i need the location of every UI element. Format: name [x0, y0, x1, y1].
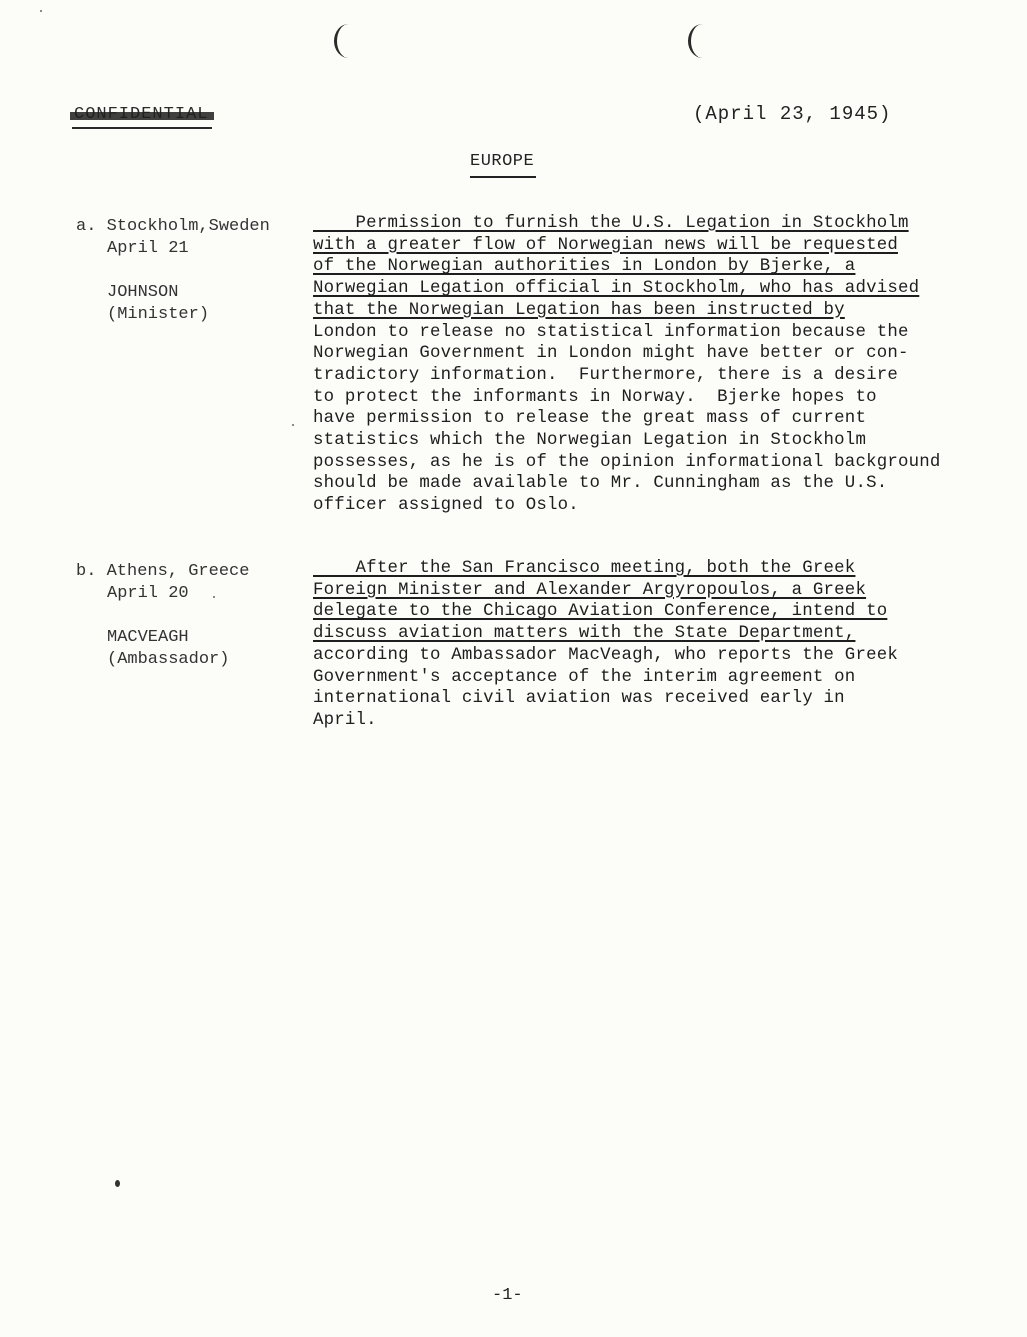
entry-a-spacer	[76, 260, 270, 282]
entry-a-line-13: should be made available to Mr. Cunningham as the U.S.	[313, 474, 888, 494]
entry-a-line-7: Norwegian Government in London might have better or con-	[313, 344, 909, 364]
entry-a-line-14: officer assigned to Oslo.	[313, 496, 579, 516]
entry-a-line-12: possesses, as he is of the opinion informational background	[313, 452, 941, 472]
entry-b-name: MACVEAGH	[107, 628, 189, 647]
entry-a-body	[313, 213, 953, 517]
entry-a-line-3: of the Norwegian authorities in London by Bjerke, a	[313, 257, 856, 277]
page-number: -1-	[492, 1286, 523, 1305]
entry-a-line-1: Permission to furnish the U.S. Legation in Stockholm	[313, 214, 909, 233]
entry-a-line-9: to protect the informants in Norway. Bjerke hopes to	[313, 387, 877, 407]
paper-speck	[40, 10, 42, 12]
entry-a-marker: a.	[76, 217, 97, 236]
entry-b-line-1: After the San Francisco meeting, both the Greek	[313, 559, 856, 578]
entry-b-line-7: international civil aviation was received early in	[313, 689, 845, 709]
entry-a-title: (Minister)	[107, 305, 210, 324]
paper-speck	[213, 596, 215, 598]
stamp-underline	[72, 127, 212, 129]
confidential-stamp	[74, 105, 208, 124]
punch-hole-right	[688, 24, 717, 58]
entry-a-line-5: that the Norwegian Legation has been instructed by	[313, 300, 845, 320]
ink-mark	[115, 1180, 120, 1187]
entry-a-line-4: Norwegian Legation official in Stockholm, who has advised	[313, 279, 920, 299]
entry-a-line-6: London to release no statistical information because the	[313, 322, 909, 342]
entry-b-location-line	[76, 561, 249, 583]
punch-hole-left	[334, 24, 363, 58]
entry-b-location: Athens, Greece	[106, 562, 250, 581]
entry-b-line-3: delegate to the Chicago Aviation Conference, intend to	[313, 602, 888, 622]
entry-a-line-2: with a greater flow of Norwegian news will be requested	[313, 235, 898, 255]
entry-a-name: JOHNSON	[107, 283, 179, 302]
entry-a-line-10: have permission to release the great mass of current	[313, 409, 867, 429]
entry-b-spacer	[76, 605, 249, 627]
entry-b-marker: b.	[76, 562, 97, 581]
entry-b-line-8: April.	[313, 710, 377, 730]
entry-a-location: Stockholm,Sweden	[106, 217, 270, 236]
entry-b-title: (Ambassador)	[107, 650, 230, 669]
entry-b-line-5: according to Ambassador MacVeagh, who reports the Greek	[313, 645, 898, 665]
entry-b-body	[313, 558, 953, 732]
entry-a-label	[76, 216, 270, 326]
section-title: EUROPE	[470, 152, 535, 171]
document-date: (April 23, 1945)	[693, 103, 892, 125]
entry-b-line-4: discuss aviation matters with the State Department,	[313, 624, 856, 644]
entry-b-line-2: Foreign Minister and Alexander Argyropoulos, a Greek	[313, 580, 867, 600]
entry-b-date: April 20	[107, 584, 189, 603]
stamp-strikethrough	[70, 112, 214, 120]
entry-a-location-line	[76, 216, 270, 238]
entry-a-line-8: tradictory information. Furthermore, there is a desire	[313, 365, 898, 385]
entry-b-label	[76, 561, 249, 671]
entry-a-date: April 21	[107, 239, 189, 258]
entry-a-line-11: statistics which the Norwegian Legation in Stockholm	[313, 431, 867, 451]
entry-b-line-6: Government's acceptance of the interim agreement on	[313, 667, 856, 687]
paper-speck	[292, 424, 294, 426]
